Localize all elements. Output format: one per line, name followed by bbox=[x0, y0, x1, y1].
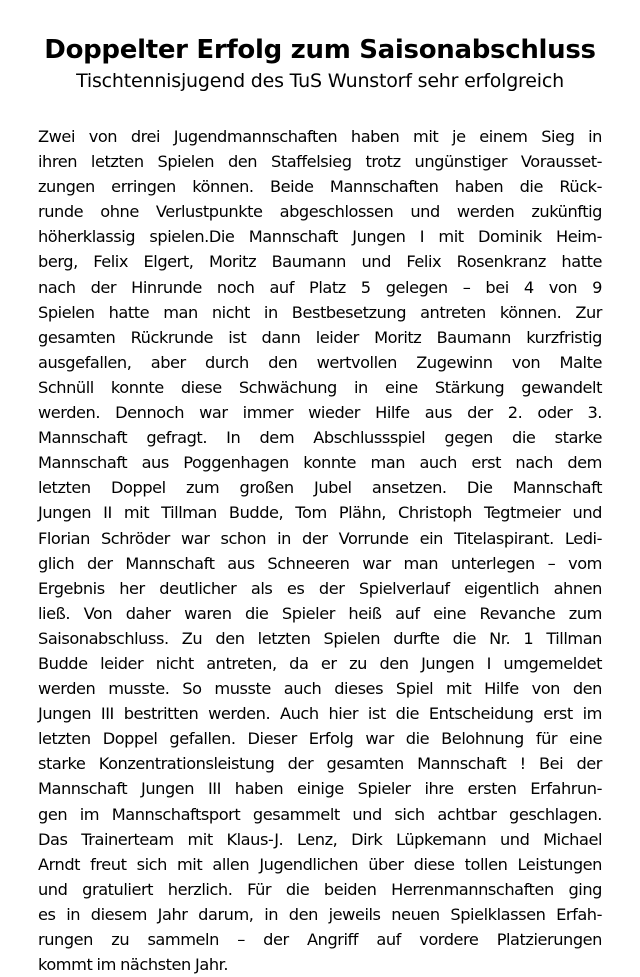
body-line: und gratuliert herzlich. Für die beiden Herrenmannschaften ging bbox=[38, 879, 602, 899]
body-line: glich der Mannschaft aus Schneeren war man unterlegen – vom bbox=[38, 553, 602, 573]
body-line: ihren letzten Spielen den Staffelsieg trotz ungünstiger Vorausset- bbox=[38, 152, 602, 172]
body-line: werden. Dennoch war immer wieder Hilfe aus der 2. oder 3. bbox=[38, 403, 602, 423]
body-line: Jungen III bestritten werden. Auch hier ist die Entscheidung erst im bbox=[38, 704, 602, 724]
body-line: Florian Schröder war schon in der Vorrunde ein Titelaspirant. Ledi- bbox=[38, 528, 602, 548]
body-line: letzten Doppel gefallen. Dieser Erfolg war die Belohnung für eine bbox=[38, 729, 602, 749]
body-line: Zwei von drei Jugendmannschaften haben mit je einem Sieg in bbox=[38, 127, 602, 146]
body-line: es in diesem Jahr darum, in den jeweils neuen Spielklassen Erfah- bbox=[38, 904, 602, 924]
body-line: rungen zu sammeln – der Angriff auf vordere Platzierungen bbox=[38, 930, 602, 949]
body-line: Budde leider nicht antreten, da er zu den Jungen I umgemeldet bbox=[38, 653, 602, 673]
body-line: Jungen II mit Tillman Budde, Tom Plähn, Christoph Tegtmeier und bbox=[38, 503, 602, 523]
article-body bbox=[38, 124, 602, 977]
body-line: Ergebnis her deutlicher als es der Spielverlauf eigentlich ahnen bbox=[38, 578, 602, 598]
body-line: letzten Doppel zum großen Jubel ansetzen. Die Mannschaft bbox=[38, 478, 602, 498]
body-line: kommt im nächsten Jahr. bbox=[38, 955, 229, 975]
body-line: ausgefallen, aber durch den wertvollen Zugewinn von Malte bbox=[38, 352, 602, 372]
body-line: werden musste. So musste auch dieses Spiel mit Hilfe von den bbox=[38, 679, 602, 699]
body-line: Mannschaft aus Poggenhagen konnte man auch erst nach dem bbox=[38, 453, 602, 473]
body-line: Mannschaft gefragt. In dem Abschlussspiel gegen die starke bbox=[38, 428, 602, 448]
body-line: nach der Hinrunde noch auf Platz 5 gelegen – bei 4 von 9 bbox=[38, 277, 602, 297]
body-line: gesamten Rückrunde ist dann leider Moritz Baumann kurzfristig bbox=[38, 327, 602, 347]
body-line: Schnüll konnte diese Schwächung in eine Stärkung gewandelt bbox=[38, 377, 602, 397]
body-line: zungen erringen können. Beide Mannschaften haben die Rück- bbox=[38, 177, 602, 197]
body-line: Saisonabschluss. Zu den letzten Spielen durfte die Nr. 1 Tillman bbox=[38, 628, 602, 648]
headline: Doppelter Erfolg zum Saisonabschluss bbox=[44, 35, 596, 65]
body-line: Das Trainerteam mit Klaus-J. Lenz, Dirk Lüpkemann und Michael bbox=[38, 829, 602, 849]
body-line: ließ. Von daher waren die Spieler heiß auf eine Revanche zum bbox=[38, 603, 602, 623]
body-line: starke Konzentrationsleistung der gesamten Mannschaft ! Bei der bbox=[38, 754, 602, 774]
body-line: höherklassig spielen.Die Mannschaft Jungen I mit Dominik Heim- bbox=[38, 227, 602, 247]
body-line: gen im Mannschaftsport gesammelt und sich achtbar geschlagen. bbox=[38, 804, 602, 824]
body-line: Mannschaft Jungen III haben einige Spieler ihre ersten Erfahrun- bbox=[38, 779, 602, 799]
body-line: runde ohne Verlustpunkte abgeschlossen und werden zukünftig bbox=[38, 202, 602, 222]
subline: Tischtennisjugend des TuS Wunstorf sehr erfolgreich bbox=[76, 70, 564, 92]
body-line: Arndt freut sich mit allen Jugendlichen über diese tollen Leistungen bbox=[38, 854, 602, 874]
body-line: Spielen hatte man nicht in Bestbesetzung antreten können. Zur bbox=[38, 302, 602, 322]
body-line: berg, Felix Elgert, Moritz Baumann und Felix Rosenkranz hatte bbox=[38, 252, 602, 272]
